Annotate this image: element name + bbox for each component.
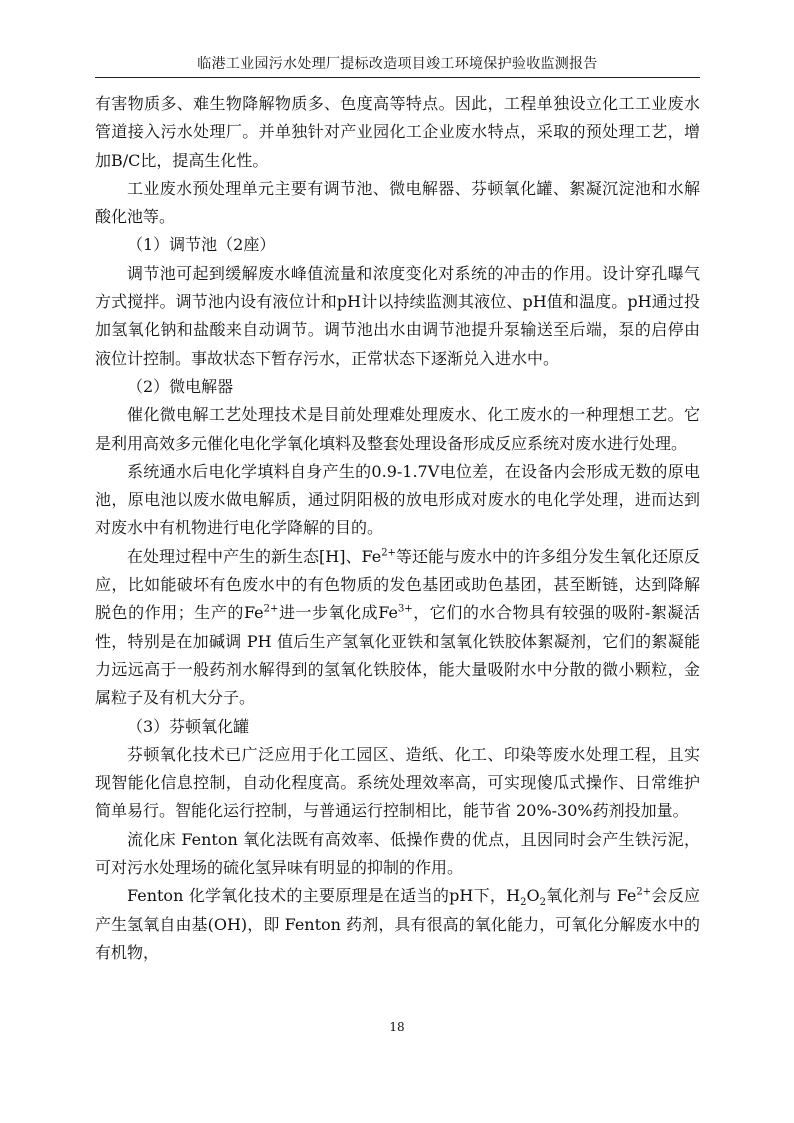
subscript: 2 <box>539 897 546 909</box>
superscript: 2+ <box>381 547 396 559</box>
superscript: 2+ <box>263 604 279 616</box>
document-body <box>95 90 700 967</box>
section-heading: （3）芬顿氧化罐 <box>127 716 250 736</box>
text-run: ，它们的水合物具有较强的吸附-絮凝活性，特别是在加碱调 PH 值后生产氢氧化亚铁和氢氧化铁胶体絮凝剂，它们的絮凝能力远远高于一般药剂水解得到的氢氧化铁胶体，能大量吸附水中分散的微小颗粒，金属粒子及有机大分子。 <box>95 603 700 708</box>
subscript: 2 <box>520 897 527 909</box>
paragraph <box>95 882 700 967</box>
page-number: 18 <box>389 1020 405 1034</box>
section-heading: （1）调节池（2座） <box>127 235 276 255</box>
text-run: 氧化剂与 Fe <box>545 886 637 906</box>
paragraph: 流化床 Fenton 氧化法既有高效率、低操作费的优点，且因同时会产生铁污泥，可对污水处理场的硫化氢异味有明显的抑制的作用。 <box>95 829 700 878</box>
paragraph: 调节池可起到缓解废水峰值流量和浓度变化对系统的冲击的作用。设计穿孔曝气方式搅拌。调节池内设有液位计和pH计以持续监测其液位、pH值和温度。pH通过投加氢氧化钠和盐酸来自动调节。调节池出水由调节池提升泵输送至后端，泵的启停由液位计控制。事故状态下暂存污水，正常状态下逐渐兑入进水中。 <box>95 263 700 368</box>
paragraph <box>95 543 700 713</box>
text-run: 进一步氧化成Fe <box>278 603 398 623</box>
paragraph: 系统通水后电化学填料自身产生的0.9-1.7V电位差，在设备内会形成无数的原电池，原电池以废水做电解质，通过阴阳极的放电形成对废水的电化学处理，进而达到对废水中有机物进行电化学降解的目的。 <box>95 461 700 538</box>
text-run: 在处理过程中产生的新生态[H]、Fe <box>127 546 382 566</box>
text-run: O <box>526 886 540 906</box>
paragraph: 芬顿氧化技术已广泛应用于化工园区、造纸、化工、印染等废水处理工程，且实现智能化信息控制，自动化程度高。系统处理效率高，可实现傻瓜式操作、日常维护简单易行。智能化运行控制，与普通运行控制相比，能节省 20%-30%药剂投加量。 <box>95 744 700 821</box>
text-run: 会反应产生氢氧自由基(OH)，即 Fenton 药剂，具有很高的氧化能力，可氧化分解废水中的有机物， <box>95 886 700 962</box>
paragraph: 催化微电解工艺处理技术是目前处理难处理废水、化工废水的一种理想工艺。它是利用高效多元催化电化学氧化填料及整套处理设备形成反应系统对废水进行处理。 <box>95 405 700 453</box>
superscript: 2+ <box>636 886 652 898</box>
header-rule <box>95 77 700 78</box>
paragraph: 工业废水预处理单元主要有调节池、微电解器、芬顿氧化罐、絮凝沉淀池和水解酸化池等。 <box>95 178 700 227</box>
section-heading: （2）微电解器 <box>127 376 234 396</box>
page-header: 临港工业园污水处理厂提标改造项目竣工环境保护验收监测报告 <box>197 56 598 72</box>
paragraph: 有害物质多、难生物降解物质多、色度高等特点。因此，工程单独设立化工工业废水管道接入污水处理厂。并单独针对产业园化工企业废水特点，采取的预处理工艺，增加B/C比，提高生化性。 <box>95 94 700 170</box>
superscript: 3+ <box>397 604 413 616</box>
text-run: Fenton 化学氧化技术的主要原理是在适当的pH下，H <box>127 886 521 906</box>
text-run: 等还能与废水中的许多组分发生氧化还原反应，比如能破坏有色废水中的有色物质的发色基团或助色基团，甚至断链，达到降解脱色的作用；生产的Fe <box>95 546 700 623</box>
